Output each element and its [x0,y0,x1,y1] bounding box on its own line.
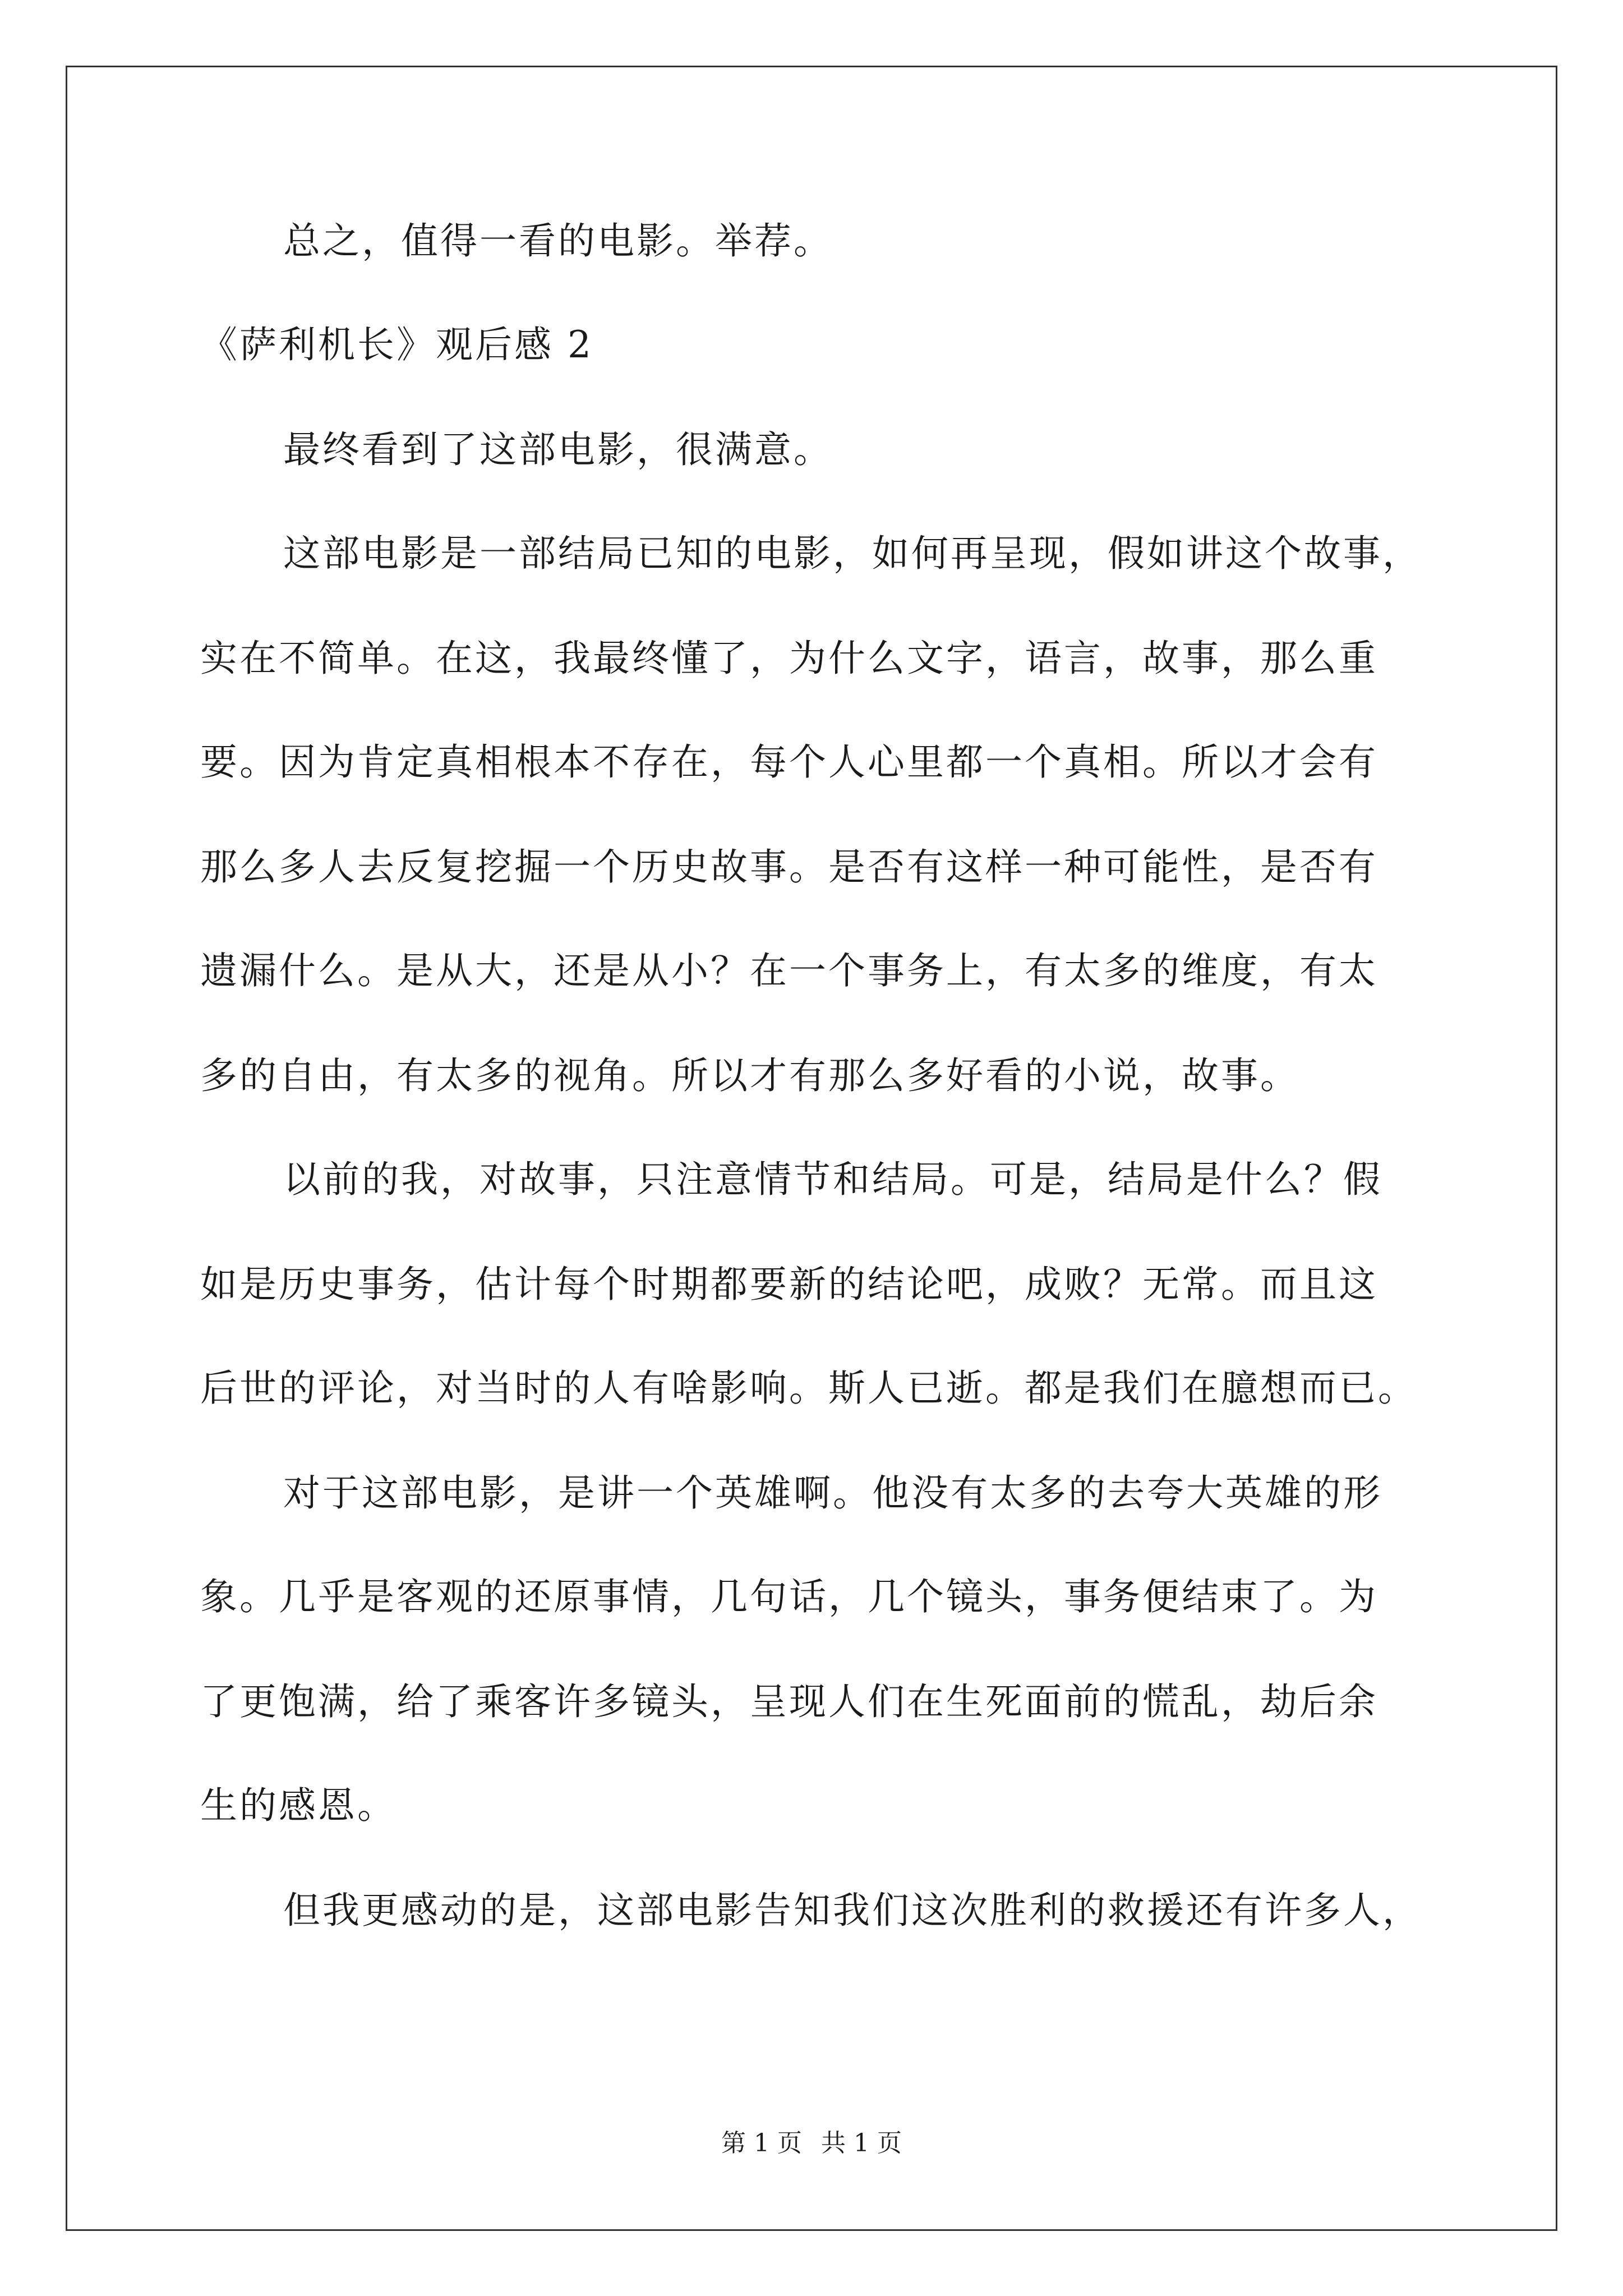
page-footer [0,2128,1623,2159]
paragraph-line: 了更饱满，给了乘客许多镜头，呈现人们在生死面前的慌乱，劫后余 [200,1680,1378,1723]
paragraph-line: 后世的评论，对当时的人有啥影响。斯人已逝。都是我们在臆想而已。 [200,1366,1417,1410]
paragraph-line: 生的感恩。 [200,1784,396,1827]
paragraph-line: 以前的我，对故事，只注意情节和结局。可是，结局是什么？假 [283,1158,1382,1201]
paragraph-line: 遗漏什么。是从大，还是从小？在一个事务上，有太多的维度，有太 [200,949,1378,992]
paragraph-line: 总之，值得一看的电影。举荐。 [283,219,833,263]
page-total: 共 1 页 [821,2129,902,2157]
paragraph-line: 象。几乎是客观的还原事情，几句话，几个镜头，事务便结束了。为 [200,1575,1378,1618]
paragraph-line: 实在不简单。在这，我最终懂了，为什么文字，语言，故事，那么重 [200,637,1378,680]
section-heading: 《萨利机长》观后感 2 [200,323,593,366]
page-number: 第 1 页 [721,2129,802,2157]
paragraph-line: 那么多人去反复挖掘一个历史故事。是否有这样一种可能性，是否有 [200,845,1378,889]
paragraph-line: 如是历史事务，估计每个时期都要新的结论吧，成败？无常。而且这 [200,1263,1378,1306]
paragraph-line: 这部电影是一部结局已知的电影，如何再呈现，假如讲这个故事， [283,532,1422,575]
paragraph-line: 对于这部电影，是讲一个英雄啊。他没有太多的去夸大英雄的形 [283,1471,1382,1515]
paragraph-line: 最终看到了这部电影，很满意。 [283,428,833,471]
paragraph-line: 要。因为肯定真相根本不存在，每个人心里都一个真相。所以才会有 [200,740,1378,784]
paragraph-line: 多的自由，有太多的视角。所以才有那么多好看的小说，故事。 [200,1054,1299,1097]
paragraph-line: 但我更感动的是，这部电影告知我们这次胜利的救援还有许多人， [283,1889,1422,1932]
